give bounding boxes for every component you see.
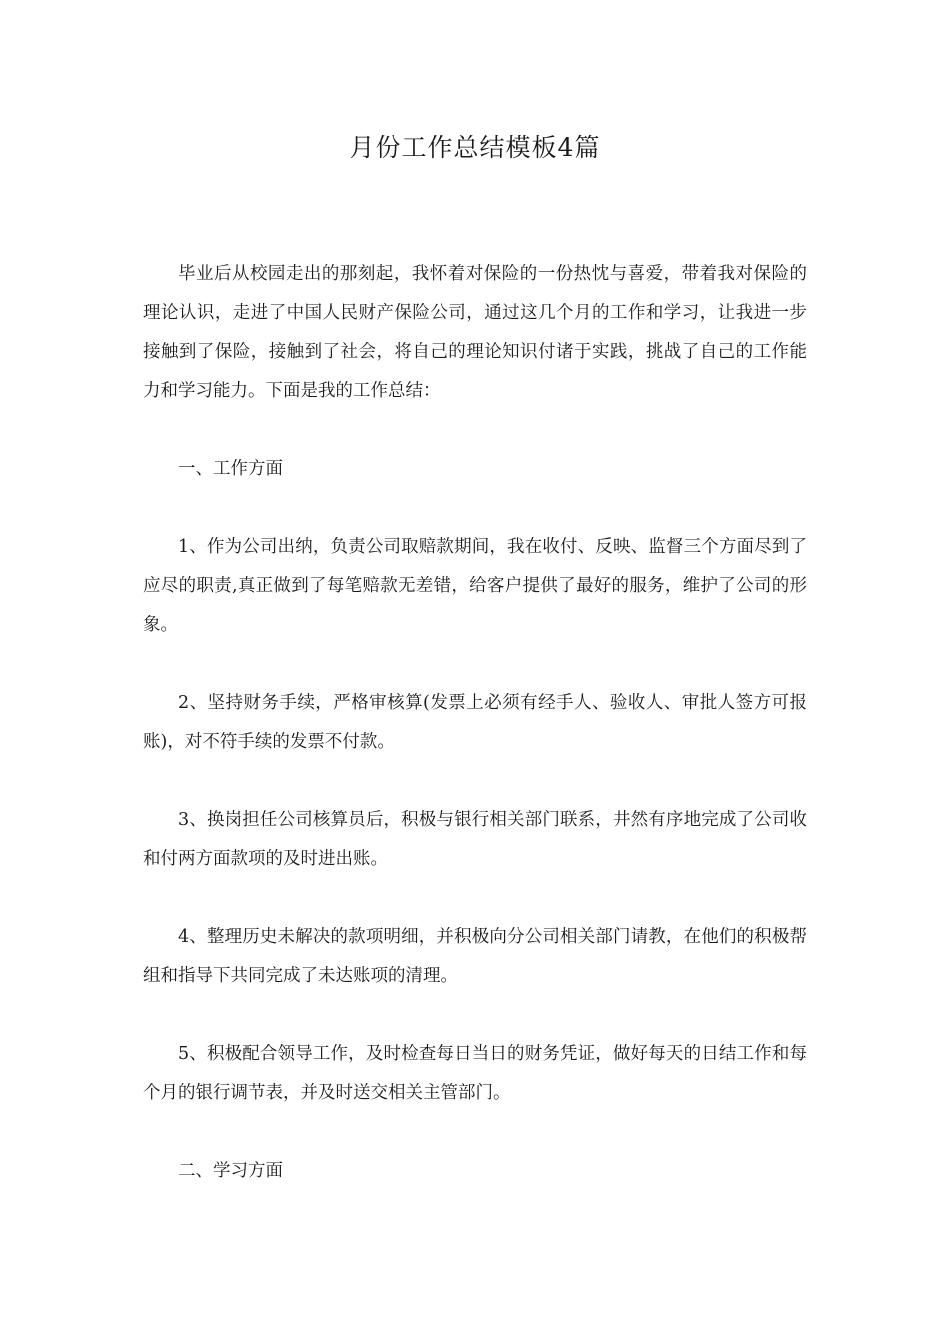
work-item-5: 5、积极配合领导工作，及时检查每日当日的财务凭证，做好每天的日结工作和每个月的银行调节表，并及时送交相关主管部门。 [143, 1044, 807, 1103]
section-heading-work: 一、工作方面 [178, 459, 283, 479]
paragraph-gap [143, 879, 807, 918]
paragraph-gap [143, 1113, 807, 1152]
paragraph-gap [143, 489, 807, 528]
paragraph-gap [143, 411, 807, 450]
work-item-1: 1、作为公司出纳，负责公司取赔款期间，我在收付、反映、监督三个方面尽到了应尽的职责,真正做到了每笔赔款无差错，给客户提供了最好的服务，维护了公司的形象。 [143, 537, 807, 635]
paragraph-gap [143, 762, 807, 801]
paragraph-gap [143, 996, 807, 1035]
document-title: 月份工作总结模板4篇 [349, 133, 601, 162]
work-item-4: 4、整理历史未解决的款项明细，并积极向分公司相关部门请教，在他们的积极帮组和指导下共同完成了未达账项的清理。 [143, 927, 807, 986]
intro-paragraph: 毕业后从校园走出的那刻起，我怀着对保险的一份热忱与喜爱，带着我对保险的理论认识，走进了中国人民财产保险公司，通过这几个月的工作和学习，让我进一步接触到了保险，接触到了社会，将自己的理论知识付诸于实践，挑战了自己的工作能力和学习能力。下面是我的工作总结： [143, 264, 807, 401]
section-heading-study: 二、学习方面 [178, 1161, 283, 1181]
work-item-3: 3、换岗担任公司核算员后，积极与银行相关部门联系，井然有序地完成了公司收和付两方面款项的及时进出账。 [143, 810, 807, 869]
work-item-2: 2、坚持财务手续，严格审核算(发票上必须有经手人、验收人、审批人签方可报账)，对不符手续的发票不付款。 [143, 693, 807, 752]
document-body [143, 255, 807, 1191]
paragraph-gap [143, 645, 807, 684]
